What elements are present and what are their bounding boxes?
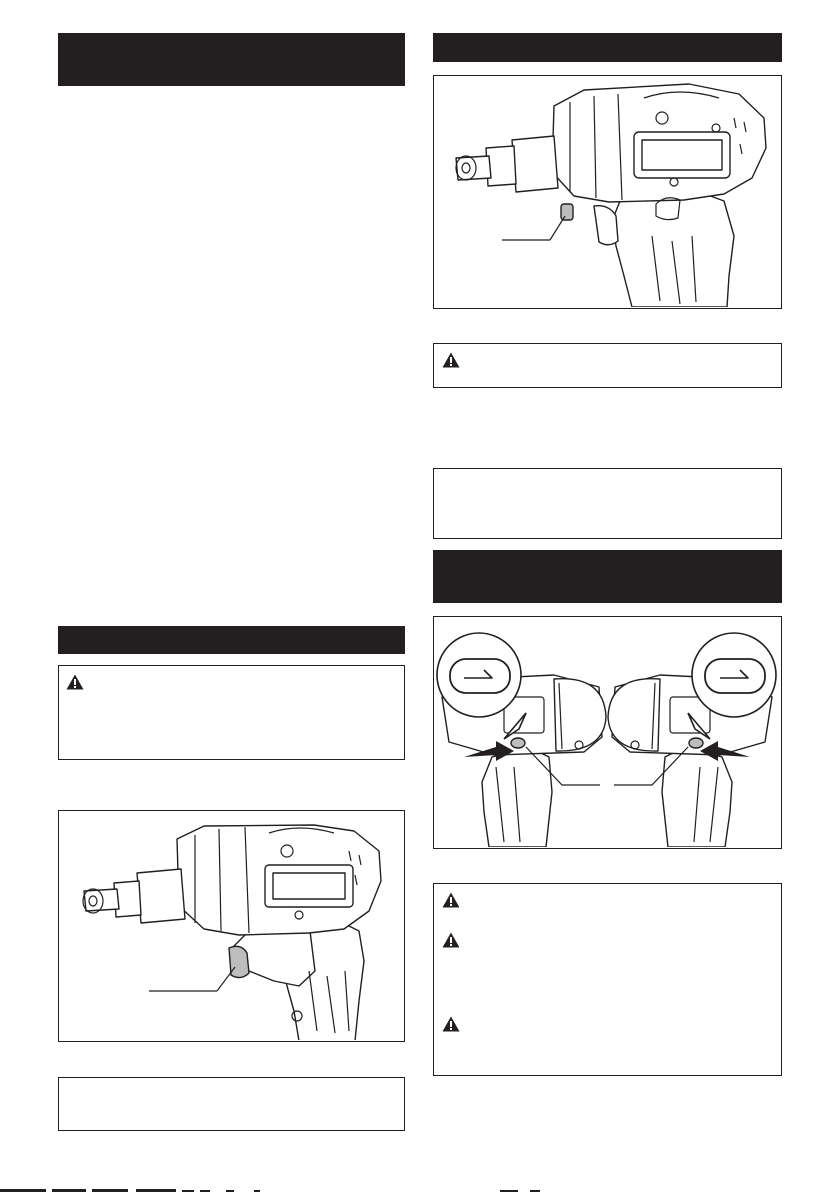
warning-triangle-icon (66, 674, 84, 690)
page-bottom-edge (0, 1186, 840, 1192)
right-title-bar (433, 550, 782, 603)
right-note-box (433, 468, 782, 539)
reversing-switch-illustration (434, 617, 780, 847)
right-figure-reversing (433, 616, 782, 849)
trigger-shape (229, 946, 249, 977)
warning-triangle-icon (442, 932, 460, 948)
right-caution-list-box (433, 883, 782, 1076)
left-section-bar (58, 626, 405, 654)
warning-triangle-icon (442, 352, 460, 368)
right-figure-lamp (433, 75, 782, 309)
right-section-bar (433, 33, 782, 62)
lamp-shape (561, 204, 573, 220)
impact-driver-trigger-illustration (59, 811, 403, 1040)
left-figure-trigger (58, 810, 405, 1042)
impact-driver-lamp-illustration (434, 76, 780, 307)
warning-triangle-icon (442, 1016, 460, 1032)
left-title-bar (58, 33, 405, 86)
left-caution-box (58, 665, 405, 760)
reversing-switch-left (511, 738, 525, 748)
warning-triangle-icon (442, 892, 460, 908)
reversing-switch-right (689, 738, 703, 748)
right-caution-box (433, 343, 782, 388)
left-note-box (58, 1077, 405, 1131)
